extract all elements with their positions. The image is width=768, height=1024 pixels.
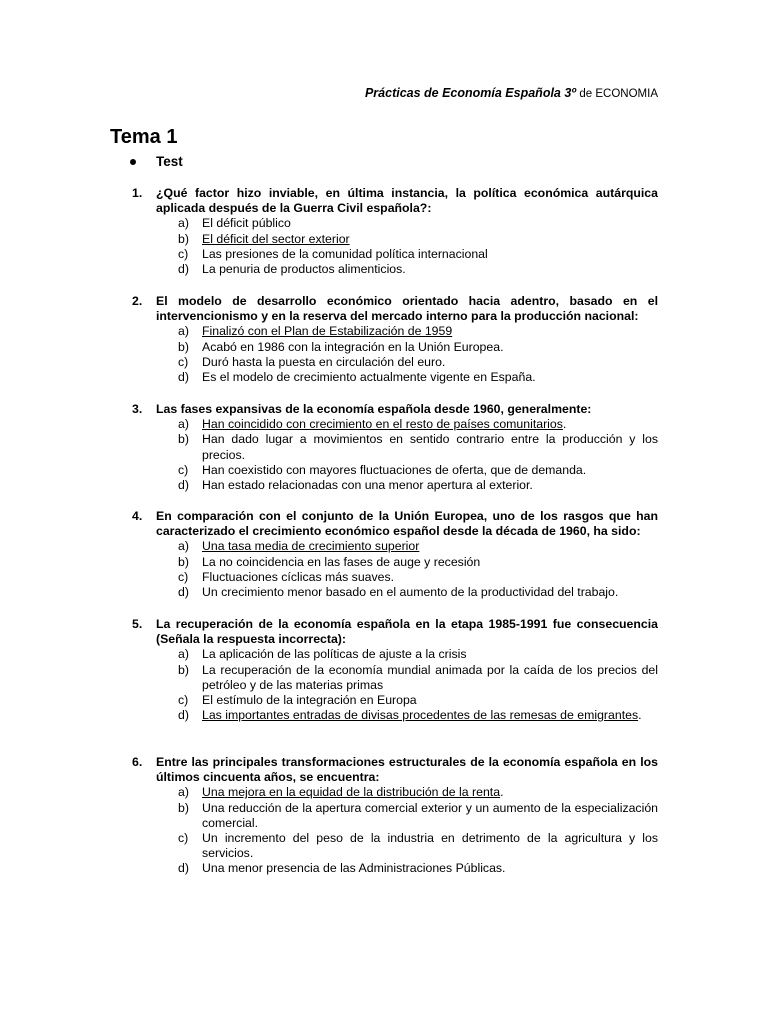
option-text-wrap xyxy=(202,247,658,262)
answer-option xyxy=(132,432,658,462)
correct-answer-text: Finalizó con el Plan de Estabilización de 1959 xyxy=(202,324,453,339)
correct-answer-text: Han coincidido con crecimiento en el resto de países comunitarios xyxy=(202,417,563,432)
option-letter: a) xyxy=(178,785,189,800)
answer-option xyxy=(132,861,658,876)
answer-option xyxy=(132,262,658,277)
option-text: Una reducción de la apertura comercial exterior y un aumento de la especialización comercial. xyxy=(202,800,658,830)
question-stem xyxy=(132,755,658,785)
option-list xyxy=(132,647,658,723)
question-stem xyxy=(132,402,658,417)
option-text-wrap xyxy=(202,831,658,861)
question-2 xyxy=(132,294,658,385)
answer-option xyxy=(132,340,658,355)
option-letter: c) xyxy=(178,693,189,708)
option-text-wrap xyxy=(202,801,658,831)
option-text: La aplicación de las políticas de ajuste a la crisis xyxy=(202,647,467,662)
header-title: Prácticas de Economía Española xyxy=(364,86,561,100)
correct-answer-text: Una tasa media de crecimiento superior xyxy=(202,539,420,554)
question-number: 6. xyxy=(132,755,143,769)
option-text: Han estado relacionadas con una menor apertura al exterior. xyxy=(202,478,533,493)
option-suffix: . xyxy=(562,417,567,432)
question-5 xyxy=(132,617,658,723)
answer-option xyxy=(132,585,658,600)
correct-answer-text: Las importantes entradas de divisas procedentes de las remesas de emigrantes xyxy=(202,708,639,723)
question-number: 4. xyxy=(132,509,143,523)
option-text: Un incremento del peso de la industria en detrimento de la agricultura y los servicios. xyxy=(202,831,658,861)
option-text: Las presiones de la comunidad política internacional xyxy=(202,246,488,261)
answer-option xyxy=(132,463,658,478)
question-1 xyxy=(132,186,658,277)
option-text-wrap xyxy=(202,647,658,662)
correct-answer-text: Una mejora en la equidad de la distribución de la renta xyxy=(202,785,501,800)
option-text: Fluctuaciones cíclicas más suaves. xyxy=(202,569,395,584)
option-suffix: . xyxy=(500,785,504,800)
question-stem xyxy=(132,509,658,539)
question-stem xyxy=(132,294,658,324)
option-text-wrap xyxy=(202,417,658,432)
question-6 xyxy=(132,755,658,877)
option-letter: d) xyxy=(178,262,189,277)
option-text: El déficit público xyxy=(202,216,291,231)
option-letter: d) xyxy=(178,370,189,385)
answer-option xyxy=(132,247,658,262)
answer-option xyxy=(132,324,658,339)
answer-option xyxy=(132,216,658,231)
option-text-wrap xyxy=(202,708,658,723)
option-letter: c) xyxy=(178,246,189,261)
option-text-wrap xyxy=(202,861,658,876)
answer-option xyxy=(132,647,658,662)
answer-option xyxy=(132,232,658,247)
option-text: Es el modelo de crecimiento actualmente vigente en España. xyxy=(202,370,536,385)
option-text: La no coincidencia en las fases de auge y recesión xyxy=(202,554,481,569)
option-text-wrap xyxy=(202,539,658,554)
page-header xyxy=(365,86,658,100)
option-text-wrap xyxy=(202,262,658,277)
option-letter: b) xyxy=(178,432,189,447)
option-letter: a) xyxy=(178,324,189,339)
option-letter: d) xyxy=(178,861,189,876)
answer-option xyxy=(132,539,658,554)
question-text: En comparación con el conjunto de la Unión Europea, uno de los rasgos que han caracterizado el crecimiento económico español desde la década de 1960, ha sido: xyxy=(156,509,658,539)
question-text: Entre las principales transformaciones estructurales de la economía española en los últimos cincuenta años, se encuentra: xyxy=(156,755,658,785)
option-text: Duró hasta la puesta en circulación del euro. xyxy=(202,354,446,369)
answer-option xyxy=(132,417,658,432)
option-text-wrap xyxy=(202,555,658,570)
question-3 xyxy=(132,402,658,493)
option-letter: a) xyxy=(178,539,189,554)
answer-option xyxy=(132,355,658,370)
header-course: 3º xyxy=(564,86,576,100)
answer-option xyxy=(132,555,658,570)
answer-option xyxy=(132,478,658,493)
header-subject: de ECONOMIA xyxy=(579,88,658,100)
question-text: ¿Qué factor hizo inviable, en última instancia, la política económica autárquica aplicada después de la Guerra Civil española?: xyxy=(156,186,658,216)
option-letter: b) xyxy=(178,339,189,354)
correct-answer-text: El déficit del sector exterior xyxy=(202,231,350,246)
option-letter: d) xyxy=(178,478,189,493)
answer-option xyxy=(132,370,658,385)
question-stem xyxy=(132,186,658,216)
option-text-wrap xyxy=(202,663,658,693)
option-text-wrap xyxy=(202,432,658,462)
option-letter: d) xyxy=(178,585,189,600)
section-heading xyxy=(130,154,183,169)
question-text: El modelo de desarrollo económico orientado hacia adentro, basado en el intervencionismo y en la reserva del mercado interno para la producción nacional: xyxy=(156,294,658,324)
section-label: Test xyxy=(156,154,183,169)
question-number: 1. xyxy=(132,186,143,200)
topic-title: Tema 1 xyxy=(110,126,178,148)
option-list xyxy=(132,324,658,385)
option-text-wrap xyxy=(202,570,658,585)
option-letter: c) xyxy=(178,569,189,584)
question-text: Las fases expansivas de la economía española desde 1960, generalmente: xyxy=(156,402,592,416)
option-letter: c) xyxy=(178,354,189,369)
option-list xyxy=(132,785,658,876)
answer-option xyxy=(132,693,658,708)
option-letter: d) xyxy=(178,708,189,723)
answer-option xyxy=(132,831,658,861)
option-letter: c) xyxy=(178,831,189,846)
option-letter: a) xyxy=(178,417,189,432)
option-text-wrap xyxy=(202,355,658,370)
option-text: Acabó en 1986 con la integración en la Unión Europea. xyxy=(202,339,504,354)
option-text-wrap xyxy=(202,232,658,247)
answer-option xyxy=(132,708,658,723)
option-text-wrap xyxy=(202,478,658,493)
option-list xyxy=(132,539,658,600)
option-text-wrap xyxy=(202,585,658,600)
option-text-wrap xyxy=(202,693,658,708)
option-text: El estímulo de la integración en Europa xyxy=(202,693,417,708)
option-letter: b) xyxy=(178,662,189,677)
option-letter: c) xyxy=(178,462,189,477)
option-text-wrap xyxy=(202,463,658,478)
bullet-icon xyxy=(130,159,136,165)
option-list xyxy=(132,417,658,493)
option-text: Un crecimiento menor basado en el aumento de la productividad del trabajo. xyxy=(202,585,619,600)
option-letter: b) xyxy=(178,800,189,815)
option-letter: a) xyxy=(178,216,189,231)
question-number: 5. xyxy=(132,617,143,631)
option-text: La penuria de productos alimenticios. xyxy=(202,262,406,277)
question-text: La recuperación de la economía española en la etapa 1985-1991 fue consecuencia (Señala la respuesta incorrecta): xyxy=(156,617,658,647)
option-text-wrap xyxy=(202,340,658,355)
option-text: Han dado lugar a movimientos en sentido contrario entre la producción y los precios. xyxy=(202,432,658,462)
option-text-wrap xyxy=(202,324,658,339)
answer-option xyxy=(132,785,658,800)
option-letter: a) xyxy=(178,647,189,662)
option-text-wrap xyxy=(202,785,658,800)
option-letter: b) xyxy=(178,231,189,246)
question-4 xyxy=(132,509,658,600)
option-list xyxy=(132,216,658,277)
question-number: 3. xyxy=(132,402,143,416)
option-letter: b) xyxy=(178,554,189,569)
answer-option xyxy=(132,570,658,585)
question-number: 2. xyxy=(132,294,143,308)
option-text: Una menor presencia de las Administraciones Públicas. xyxy=(202,861,506,876)
option-text-wrap xyxy=(202,216,658,231)
answer-option xyxy=(132,801,658,831)
answer-option xyxy=(132,663,658,693)
option-suffix: . xyxy=(638,708,642,723)
option-text-wrap xyxy=(202,370,658,385)
option-text: La recuperación de la economía mundial animada por la caída de los precios del petróleo y de las materias primas xyxy=(202,662,658,692)
option-text: Han coexistido con mayores fluctuaciones de oferta, que de demanda. xyxy=(202,462,587,477)
question-stem xyxy=(132,617,658,647)
